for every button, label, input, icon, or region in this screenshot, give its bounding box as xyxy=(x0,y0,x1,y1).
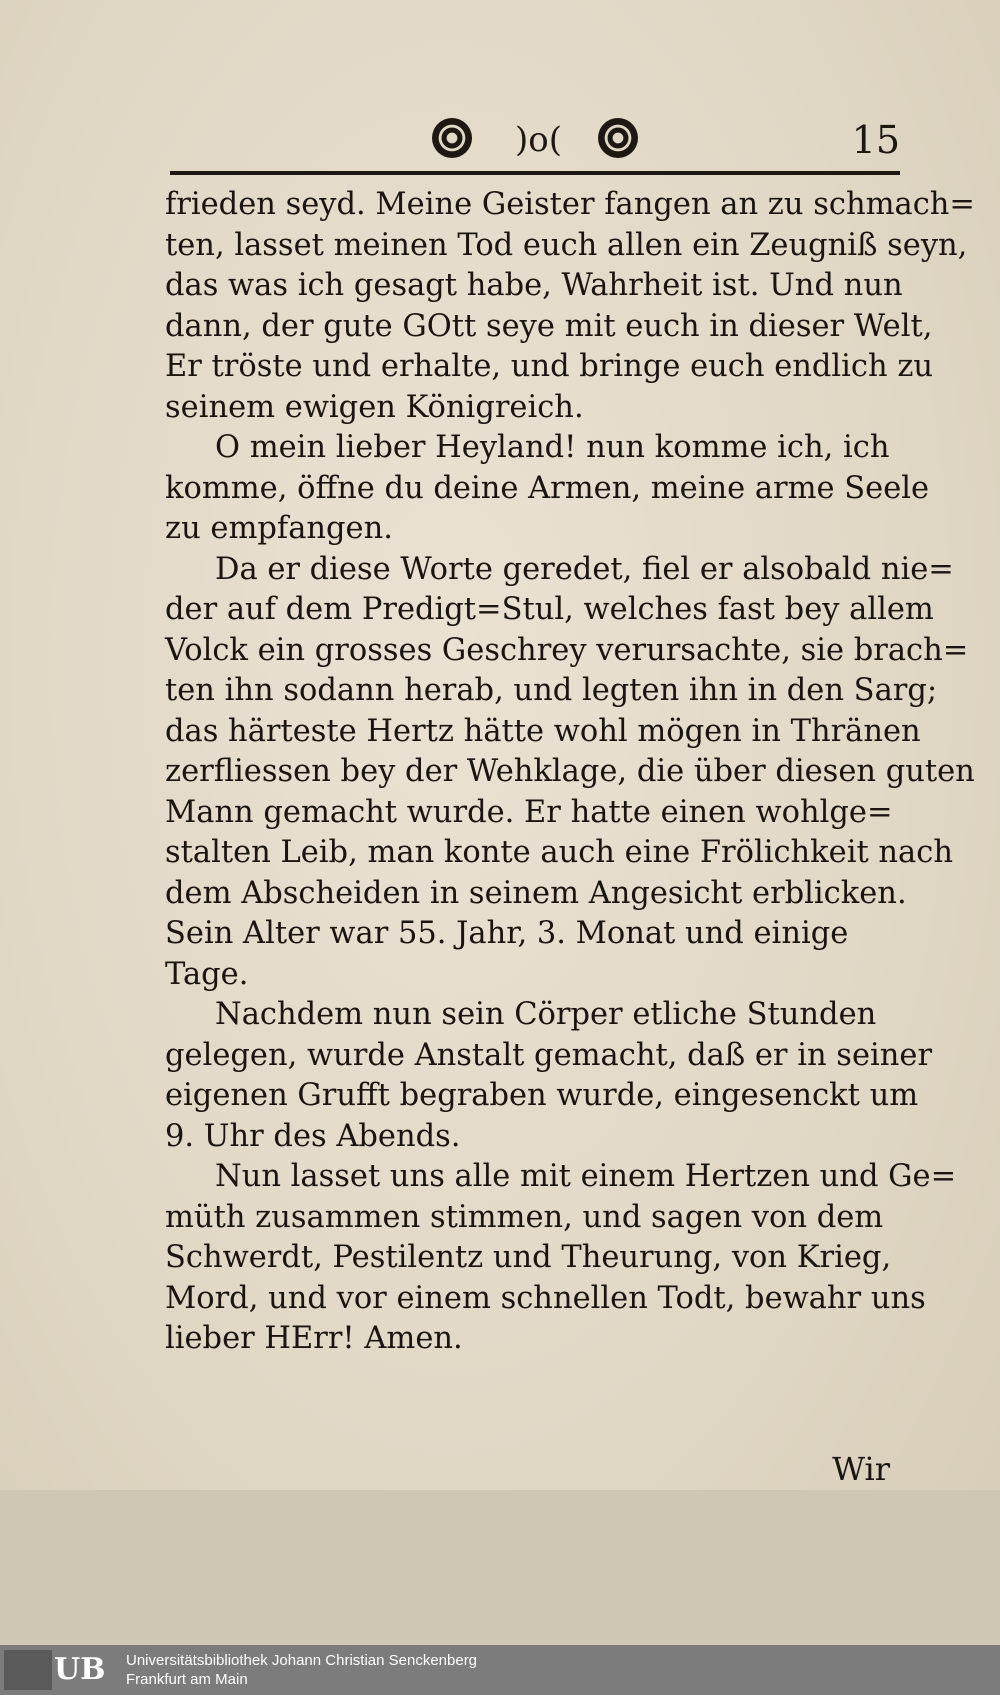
flower-ornament-icon xyxy=(432,118,472,158)
text-line: O mein lieber Heyland! nun komme ich, ich xyxy=(215,430,890,465)
text-line: das härteste Hertz hätte wohl mögen in Thränen xyxy=(165,713,921,749)
text-line: dann, der gute GOtt seye mit euch in dieser Welt, xyxy=(165,308,933,344)
page-fold-shadow xyxy=(0,1490,1000,1645)
library-name: Universitätsbibliothek Johann Christian Senckenberg xyxy=(126,1652,478,1669)
flower-ornament-icon xyxy=(598,118,638,158)
library-footer xyxy=(0,1645,1000,1695)
text-line: seinem ewigen Königreich. xyxy=(165,389,584,425)
text-line: Da er diese Worte geredet, fiel er alsobald nie= xyxy=(215,551,954,587)
text-line: zu empfangen. xyxy=(165,511,393,546)
text-line: komme, öffne du deine Armen, meine arme Seele xyxy=(165,470,930,506)
header-ornament: )o( xyxy=(515,120,562,160)
text-line: ten, lasset meinen Tod euch allen ein Zeugniß seyn, xyxy=(165,227,968,263)
text-line: 9. Uhr des Abends. xyxy=(165,1118,461,1154)
page-number: 15 xyxy=(851,118,900,162)
ub-logo[interactable]: UB xyxy=(54,1652,106,1687)
text-line: frieden seyd. Meine Geister fangen an zu schmach= xyxy=(165,187,975,222)
text-line: Schwerdt, Pestilentz und Theurung, von Krieg, xyxy=(165,1240,892,1275)
body-text xyxy=(165,185,975,1360)
text-line: Volck ein grosses Geschrey verursachte, sie brach= xyxy=(165,632,969,668)
catchword: Wir xyxy=(832,1450,890,1488)
text-line: Tage. xyxy=(165,956,249,992)
text-line: zerfliessen bey der Wehklage, die über diesen guten xyxy=(165,754,975,789)
text-line: gelegen, wurde Anstalt gemacht, daß er in seiner xyxy=(165,1037,933,1073)
header-rule xyxy=(170,171,900,175)
text-line: Nachdem nun sein Cörper etliche Stunden xyxy=(215,997,877,1032)
text-line: Nun lasset uns alle mit einem Hertzen und Ge= xyxy=(215,1159,957,1194)
text-line: dem Abscheiden in seinem Angesicht erblicken. xyxy=(165,875,907,911)
page-header xyxy=(170,118,900,178)
text-line: Mord, und vor einem schnellen Todt, bewahr uns xyxy=(165,1280,926,1316)
text-line: müth zusammen stimmen, und sagen von dem xyxy=(165,1199,884,1235)
library-location: Frankfurt am Main xyxy=(126,1671,248,1688)
portrait-logo-icon xyxy=(4,1650,52,1690)
text-line: lieber HErr! Amen. xyxy=(165,1321,463,1356)
text-line: das was ich gesagt habe, Wahrheit ist. Und nun xyxy=(165,268,903,303)
text-line: Sein Alter war 55. Jahr, 3. Monat und einige xyxy=(165,916,849,951)
text-line: stalten Leib, man konte auch eine Frölichkeit nach xyxy=(165,835,953,870)
text-line: eigenen Grufft begraben wurde, eingesenckt um xyxy=(165,1078,919,1113)
text-line: der auf dem Predigt=Stul, welches fast bey allem xyxy=(165,592,934,627)
text-line: Er tröste und erhalte, und bringe euch endlich zu xyxy=(165,349,934,384)
text-line: ten ihn sodann herab, und legten ihn in den Sarg; xyxy=(165,673,938,708)
text-line: Mann gemacht wurde. Er hatte einen wohlge= xyxy=(165,794,893,830)
